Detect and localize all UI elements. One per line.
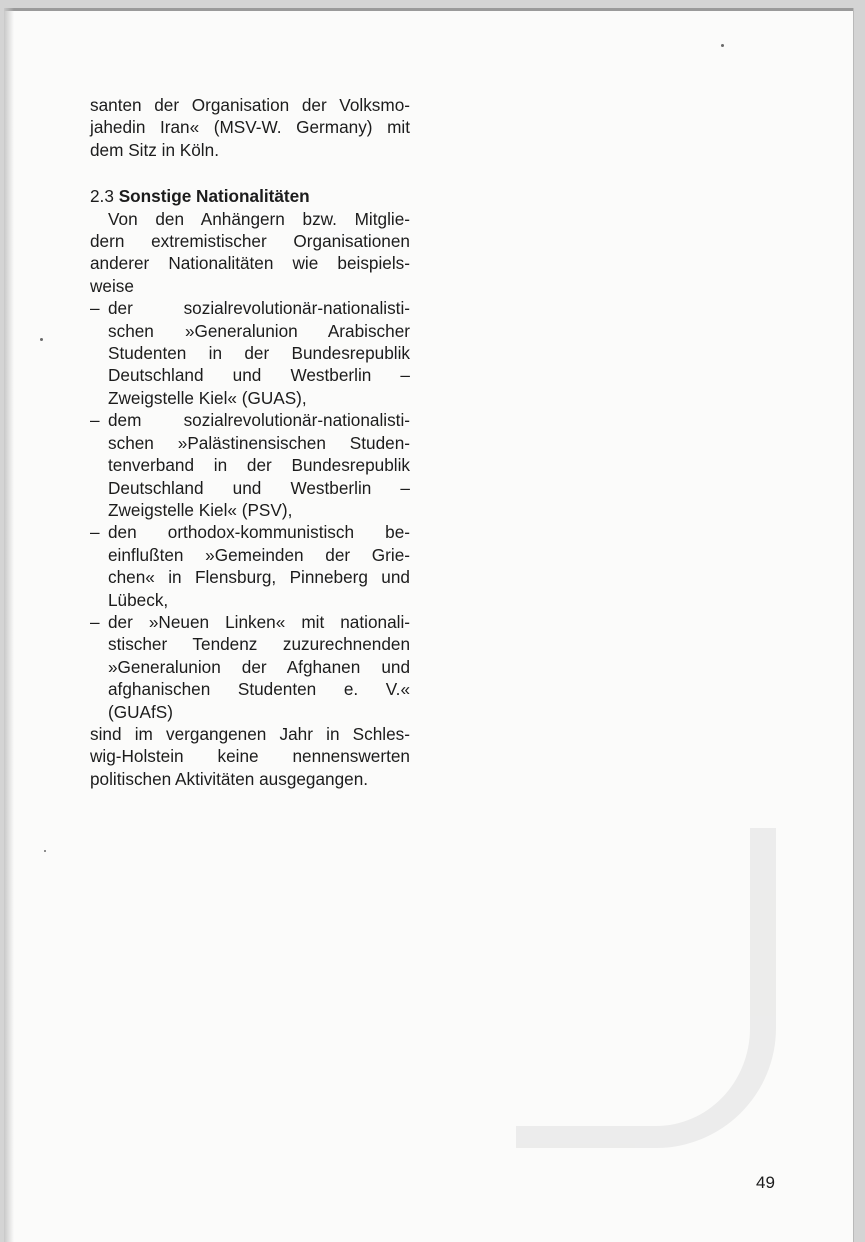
list-dash: –	[90, 522, 100, 543]
text-line: »Generalunion der Afghanen und	[108, 656, 410, 677]
text-line: stischer Tendenz zuzurechnenden	[108, 634, 410, 655]
list-item	[90, 521, 410, 611]
text-line: dem sozialrevolutionär-nationalisti-	[108, 410, 410, 431]
text-line: schen »Generalunion Arabischer	[108, 320, 410, 341]
intro-paragraph	[90, 94, 410, 161]
text-line: Deutschland und Westberlin –	[108, 477, 410, 498]
text-line: anderer Nationalitäten wie beispiels-	[90, 253, 410, 274]
text-line: jahedin Iran« (MSV-W. Germany) mit	[90, 117, 410, 138]
section-title: Sonstige Nationalitäten	[118, 186, 310, 207]
text-line: sind im vergangenen Jahr in Schles-	[90, 723, 410, 744]
list-item	[90, 297, 410, 409]
text-line: der »Neuen Linken« mit nationali-	[108, 611, 410, 632]
text-line: schen »Palästinensischen Studen-	[108, 432, 410, 453]
page-top-edge	[4, 8, 853, 11]
text-line: dern extremistischer Organisationen	[90, 231, 410, 252]
closing-paragraph	[90, 723, 410, 790]
text-line: wig-Holstein keine nennenswerten	[90, 746, 410, 767]
list-item	[90, 409, 410, 521]
section-number: 2.3	[90, 186, 114, 207]
text-line: Von den Anhängern bzw. Mitglie-	[108, 208, 410, 229]
document-page	[4, 8, 853, 1242]
page-number: 49	[756, 1173, 775, 1192]
scan-speck	[40, 338, 43, 341]
text-column	[90, 94, 410, 790]
page-binding-shadow	[4, 8, 14, 1242]
faint-show-through-mark	[516, 828, 776, 1148]
text-line: chen« in Flensburg, Pinneberg und	[108, 567, 410, 588]
scan-speck	[721, 44, 724, 47]
section-heading	[90, 185, 410, 207]
text-line: weise	[90, 275, 134, 296]
text-line: dem Sitz in Köln.	[90, 139, 219, 160]
list-dash: –	[90, 611, 100, 632]
list-dash: –	[90, 410, 100, 431]
text-line: afghanischen Studenten e. V.«	[108, 679, 410, 700]
text-line: den orthodox-kommunistisch be-	[108, 522, 410, 543]
text-line: politischen Aktivitäten ausgegangen.	[90, 768, 369, 789]
scan-speck	[44, 850, 46, 852]
text-line: santen der Organisation der Volksmo-	[90, 95, 410, 115]
text-line: Studenten in der Bundesrepublik	[108, 343, 410, 364]
text-line: einflußten »Gemeinden der Grie-	[108, 544, 410, 565]
list-item	[90, 611, 410, 723]
lead-paragraph	[90, 208, 410, 298]
text-line: Zweigstelle Kiel« (PSV),	[108, 499, 293, 520]
text-line: Lübeck,	[108, 589, 169, 610]
text-line: Zweigstelle Kiel« (GUAS),	[108, 387, 307, 408]
text-line: Deutschland und Westberlin –	[108, 365, 410, 386]
text-line: tenverband in der Bundesrepublik	[108, 455, 410, 476]
organization-list	[90, 297, 410, 723]
list-dash: –	[90, 298, 100, 319]
text-line: der sozialrevolutionär-nationalisti-	[108, 298, 410, 319]
text-line: (GUAfS)	[108, 701, 173, 722]
